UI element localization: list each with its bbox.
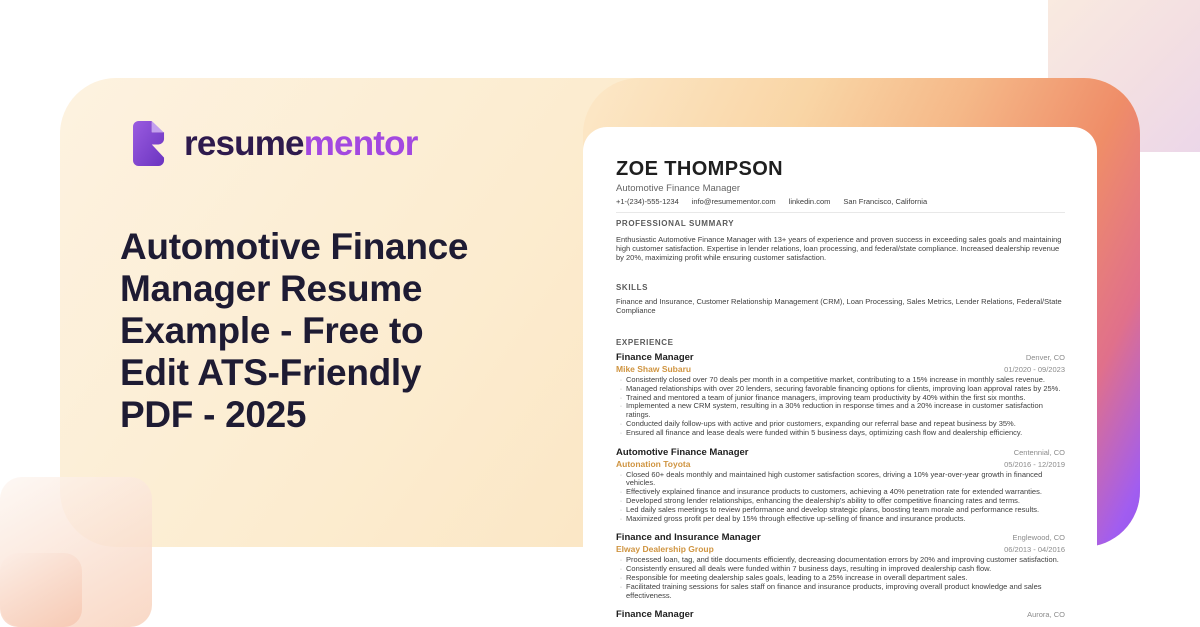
bullet-marker: · bbox=[619, 564, 623, 574]
hero-title-line: PDF - 2025 bbox=[120, 394, 307, 435]
experience-list bbox=[616, 352, 1065, 621]
experience-location: Aurora, CO bbox=[1027, 610, 1065, 620]
bullet-marker: · bbox=[619, 572, 623, 582]
bullet-marker: · bbox=[619, 513, 623, 523]
bullet-text: Consistently ensured all deals were funded within 7 business days, resulting in improved dealership cash flow. bbox=[626, 564, 992, 574]
brand-wordmark-mentor: mentor bbox=[303, 123, 418, 163]
resume-phone: +1-(234)-555-1234 bbox=[616, 197, 679, 206]
brand-wordmark bbox=[184, 124, 418, 164]
hero-title-line: Automotive Finance bbox=[120, 226, 469, 267]
experience-location: Englewood, CO bbox=[1012, 533, 1065, 543]
bullet-text: Consistently closed over 70 deals per month in a competitive market, contributing to a 15% increase in monthly sales revenue. bbox=[626, 374, 1045, 384]
resume-contact-row bbox=[616, 197, 1065, 206]
experience-company: Mike Shaw Subaru bbox=[616, 363, 692, 374]
bullet-text: Conducted daily follow-ups with active and prior customers, expanding our referral base and repeat business by 35%. bbox=[626, 418, 1016, 428]
experience-item bbox=[616, 447, 1065, 524]
bullet-text: Trained and mentored a team of junior finance managers, improving team productivity by 40% within the first six months. bbox=[626, 392, 1026, 402]
experience-company-row bbox=[616, 459, 1065, 470]
bullet-marker: · bbox=[619, 555, 623, 565]
resume-job-title: Automotive Finance Manager bbox=[616, 183, 741, 194]
bullet-marker: · bbox=[619, 418, 623, 428]
experience-bullets bbox=[616, 376, 1065, 438]
experience-bullet bbox=[616, 402, 1065, 420]
experience-job-title: Automotive Finance Manager bbox=[616, 446, 749, 458]
bullet-marker: · bbox=[619, 495, 623, 505]
bullet-marker: · bbox=[619, 392, 623, 402]
section-label-experience: EXPERIENCE bbox=[616, 337, 674, 347]
bullet-marker: · bbox=[619, 401, 623, 411]
experience-bullets bbox=[616, 471, 1065, 524]
bullet-text: Responsible for meeting dealership sales goals, leading to a 25% increase in overall department sales. bbox=[626, 572, 968, 582]
resume-preview-card bbox=[583, 127, 1097, 627]
experience-company: Autonation Toyota bbox=[616, 458, 691, 469]
experience-location: Denver, CO bbox=[1025, 352, 1065, 362]
bullet-marker: · bbox=[619, 487, 623, 497]
experience-dates: 06/2013 - 04/2016 bbox=[1004, 545, 1065, 555]
experience-job-title: Finance Manager bbox=[616, 351, 694, 363]
experience-item bbox=[616, 352, 1065, 438]
experience-item bbox=[616, 609, 1065, 621]
bullet-text: Developed strong lender relationships, enhancing the dealership's ability to offer competitive financing rates and terms. bbox=[626, 495, 1021, 505]
experience-company-row bbox=[616, 544, 1065, 555]
experience-company: Elway Dealership Group bbox=[616, 544, 714, 555]
experience-location: Centennial, CO bbox=[1013, 447, 1065, 457]
bullet-text: Implemented a new CRM system, resulting in a 30% reduction in response times and a 20% increase in customer satisfaction ratings. bbox=[626, 401, 1043, 420]
experience-bullet bbox=[616, 429, 1065, 438]
bullet-text: Closed 60+ deals monthly and maintained high customer satisfaction scores, driving a 10% year-over-year growth in financed vehicles. bbox=[626, 469, 1043, 488]
experience-dates: 01/2020 - 09/2023 bbox=[1004, 364, 1065, 374]
bullet-text: Facilitated training sessions for sales staff on finance and insurance products, improving overall product knowledge and sales effectiveness. bbox=[626, 581, 1042, 600]
experience-job-title: Finance Manager bbox=[616, 609, 694, 621]
bullet-marker: · bbox=[619, 581, 623, 591]
experience-bullets bbox=[616, 556, 1065, 600]
resume-linkedin: linkedin.com bbox=[788, 197, 831, 206]
experience-bullet bbox=[616, 515, 1065, 524]
bullet-text: Managed relationships with over 20 lenders, securing favorable financing options for clients, improving loan approval rates by 25%. bbox=[626, 383, 1061, 393]
decor-step-square-small bbox=[0, 553, 82, 627]
summary-text: Enthusiastic Automotive Finance Manager with 13+ years of experience and proven success in exceeding sales goals and maintaining high customer satisfaction. Expertise in lender relations, loan processing, and federal/state compliance. Increased dealership revenue by 20%, maximizing profit while ensuring customer satisfaction. bbox=[616, 235, 1062, 262]
skills-text: Finance and Insurance, Customer Relationship Management (CRM), Loan Processing, Sales Metrics, Lender Relations, Federal/State Compliance bbox=[616, 297, 1062, 316]
experience-dates: 05/2016 - 12/2019 bbox=[1004, 459, 1065, 469]
brand-wordmark-resume: resume bbox=[184, 123, 304, 163]
experience-item bbox=[616, 532, 1065, 600]
experience-title-row bbox=[616, 447, 1065, 459]
hero-title-line: Edit ATS-Friendly bbox=[120, 352, 422, 393]
experience-company-row bbox=[616, 364, 1065, 375]
resume-name: ZOE THOMPSON bbox=[616, 158, 784, 180]
bullet-marker: · bbox=[619, 427, 623, 437]
section-label-summary: PROFESSIONAL SUMMARY bbox=[616, 219, 735, 228]
bullet-text: Led daily sales meetings to review performance and develop strategic plans, boosting team morale and performance results. bbox=[626, 504, 1040, 514]
resume-divider bbox=[616, 212, 1065, 213]
resume-location: San Francisco, California bbox=[843, 197, 928, 206]
experience-title-row bbox=[616, 609, 1065, 621]
bullet-marker: · bbox=[619, 469, 623, 479]
experience-bullet bbox=[616, 471, 1065, 489]
experience-job-title: Finance and Insurance Manager bbox=[616, 532, 761, 544]
experience-title-row bbox=[616, 352, 1065, 364]
bullet-marker: · bbox=[619, 504, 623, 514]
section-label-skills: SKILLS bbox=[616, 283, 649, 293]
experience-title-row bbox=[616, 532, 1065, 544]
brand-logo bbox=[130, 120, 418, 167]
resumementor-logo-icon bbox=[130, 120, 168, 167]
hero-title-line: Manager Resume bbox=[120, 268, 423, 309]
bullet-marker: · bbox=[619, 374, 623, 384]
hero-title bbox=[120, 226, 580, 436]
hero-title-line: Example - Free to bbox=[120, 310, 424, 351]
bullet-text: Maximized gross profit per deal by 15% through effective up-selling of finance and insurance products. bbox=[626, 513, 966, 523]
experience-bullet bbox=[616, 583, 1065, 601]
bullet-text: Processed loan, tag, and title documents efficiently, decreasing documentation errors by 20% and improving customer satisfaction. bbox=[626, 555, 1059, 565]
resume-email: info@resumementor.com bbox=[691, 197, 776, 206]
bullet-marker: · bbox=[619, 383, 623, 393]
bullet-text: Ensured all finance and lease deals were funded within 5 business days, optimizing cash flow and dealership efficiency. bbox=[626, 427, 1023, 437]
bullet-text: Effectively explained finance and insurance products to customers, achieving a 40% penetration rate for extended warranties. bbox=[626, 487, 1042, 497]
